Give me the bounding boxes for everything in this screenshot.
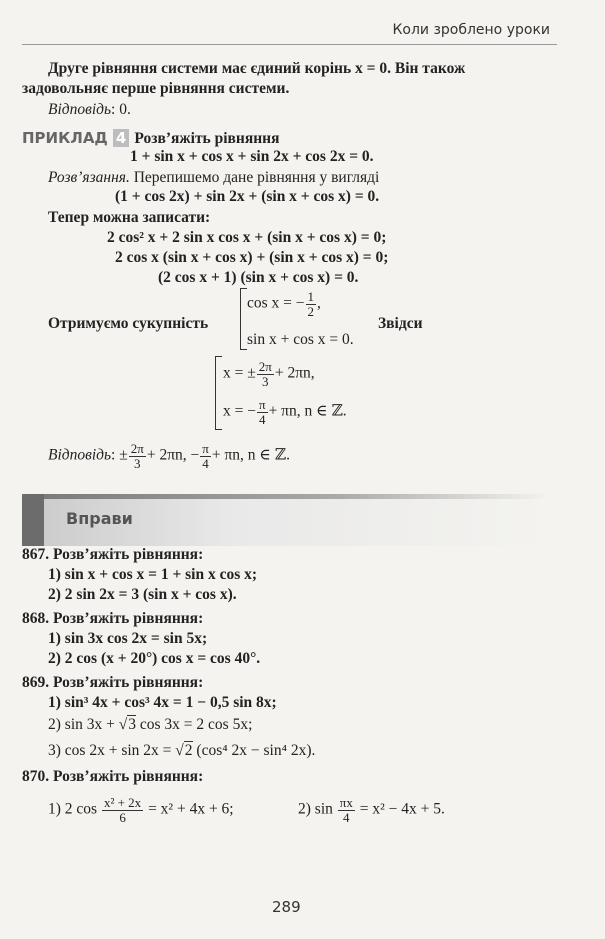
equation-3: 2 cos² x + 2 sin x cos x + (sin x + cos x) = 0; (107, 229, 387, 246)
intro-line-2: задовольняє перше рівняння системи. (22, 80, 290, 97)
set-line-2: sin x + cos x = 0. (247, 331, 354, 348)
exercise-869-2: 2) sin 3x + √3 cos 3x = 2 cos 5x; (48, 716, 253, 733)
set-bracket (240, 288, 241, 350)
exercise-868-2: 2) 2 cos (x + 20°) cos x = cos 40°. (48, 650, 261, 667)
page-number: 289 (272, 898, 301, 916)
intro-line-1: Друге рівняння системи має єдиний корінь x = 0. Він також (48, 60, 466, 77)
set-line-1: cos x = − $\frac{1}{2}$ , (247, 289, 321, 319)
exercise-867-1: 1) sin x + cos x = 1 + sin x cos x; (48, 566, 258, 583)
exercise-870-1: 1) 2 cos $\frac{\text{x² + 2x}}{6}$ = x² + 4x + 6; (48, 795, 234, 825)
exercise-870: 870. Розв’яжіть рівняння: (22, 768, 204, 785)
exercise-867-2: 2) 2 sin 2x = 3 (sin x + cos x). (48, 586, 237, 603)
exercise-870-2: 2) sin $\frac{\pi x}{4}$ = x² − 4x + 5. (298, 795, 445, 825)
running-title: Коли зроблено уроки (392, 22, 550, 38)
header-rule (22, 44, 557, 45)
section-band-top (22, 494, 550, 499)
example-label: ПРИКЛАД (22, 129, 108, 147)
solution-line-1: x = ± $\frac{2\pi}{3}$ + 2πn, (223, 359, 315, 389)
solution-line-2: x = − $\frac{\pi}{4}$ + πn, n ∈ ℤ. (223, 397, 347, 427)
section-title: Вправи (66, 509, 133, 528)
equation-4: 2 cos x (sin x + cos x) + (sin x + cos x) = 0; (115, 249, 389, 266)
exercise-867: 867. Розв’яжіть рівняння: (22, 546, 204, 563)
example-equation: 1 + sin x + cos x + sin 2x + cos 2x = 0. (130, 148, 374, 165)
get-text: Отримуємо сукупність (48, 315, 209, 332)
example-heading (22, 128, 280, 148)
example-task: Розв’яжіть рівняння (134, 130, 280, 147)
solution-bracket (215, 356, 216, 430)
section-band-marker (22, 494, 44, 546)
now-text: Тепер можна записати: (48, 209, 211, 226)
hence-text: Звідси (378, 315, 423, 332)
exercise-868: 868. Розв’яжіть рівняння: (22, 610, 204, 627)
exercise-869: 869. Розв’яжіть рівняння: (22, 674, 204, 691)
intro-answer: Відповідь: 0. (48, 101, 131, 118)
equation-rewritten: (1 + cos 2x) + sin 2x + (sin x + cos x) = 0. (115, 188, 380, 205)
exercise-869-1: 1) sin³ 4x + cos³ 4x = 1 − 0,5 sin 8x; (48, 694, 277, 711)
exercise-868-1: 1) sin 3x cos 2x = sin 5x; (48, 630, 208, 647)
exercise-869-3: 3) cos 2x + sin 2x = √2 (cos⁴ 2x − sin⁴ 2x). (48, 742, 316, 759)
solution-intro: Розв’язання. Перепишемо дане рівняння у вигляді (48, 169, 380, 186)
example-answer: Відповідь: ± $\frac{2\pi}{3}$ + 2πn, − $\frac{\pi}{4}$ + πn, n ∈ ℤ. (48, 441, 290, 471)
example-number: 4 (113, 129, 129, 147)
equation-5: (2 cos x + 1) (sin x + cos x) = 0. (158, 269, 359, 286)
